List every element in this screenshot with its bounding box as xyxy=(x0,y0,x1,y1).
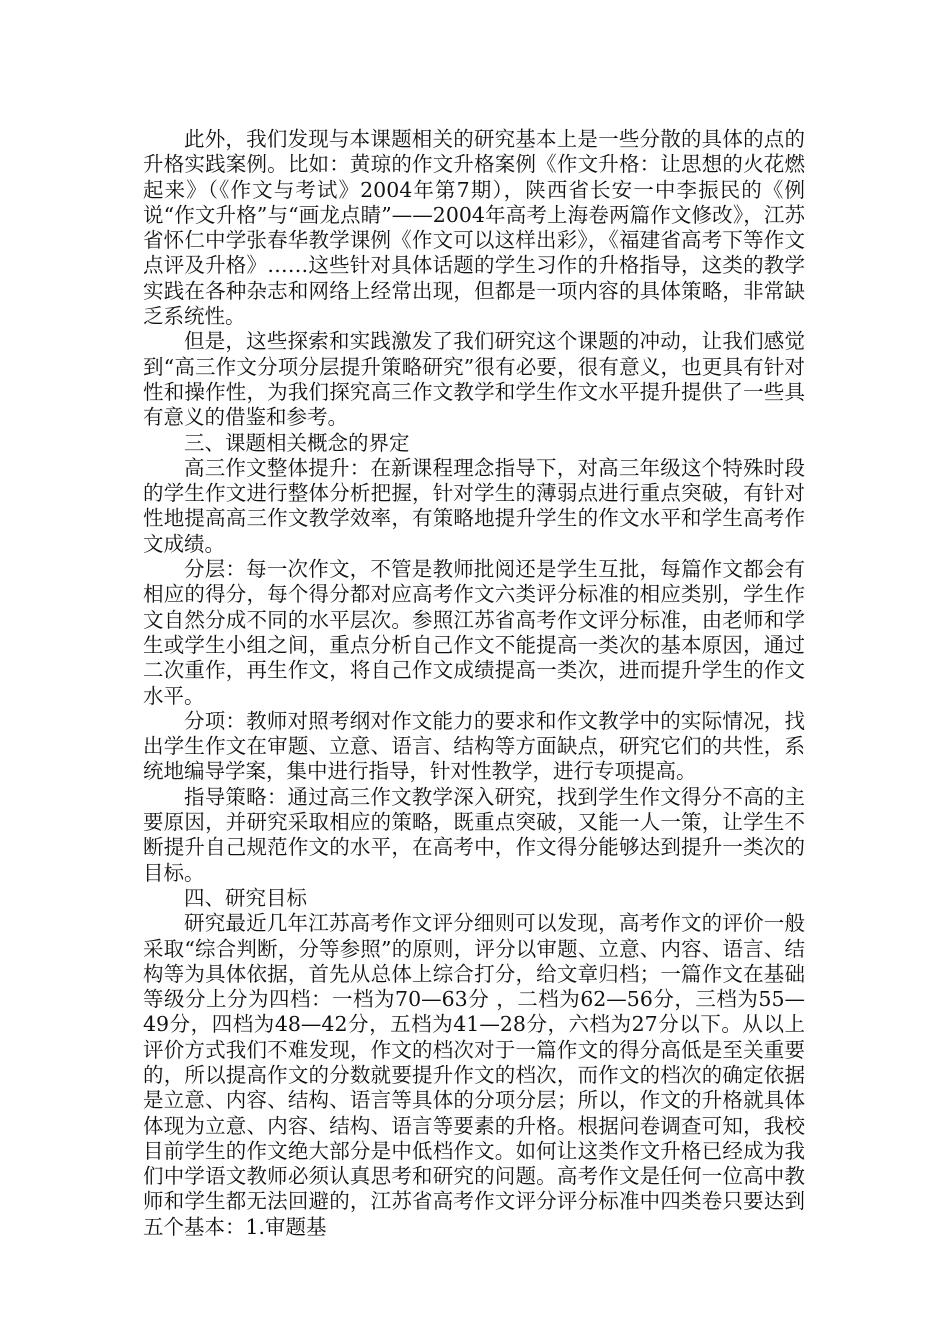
paragraph-itemization: 分项：教师对照考纲对作文能力的要求和作文教学中的实际情况，找出学生作文在审题、立意、语言、结构等方面缺点，研究它们的共性，系统地编导学案，集中进行指导，针对性教学，进行专项提高。 xyxy=(143,708,805,784)
paragraph-research-goals: 研究最近几年江苏高考作文评分细则可以发现，高考作文的评价一般采取“综合判断，分等参照”的原则，评分以审题、立意、内容、语言、结构等为具体依据，首先从总体上综合打分，给文章归档；一篇作文在基础等级分上分为四档：一档为70—63分 ，二档为62—56分，三档为55—49分，四档为48—42分，五档为41—28分，六档为27分以下。从以上评价方式我们不难发现，作文的档次对于一篇作文的得分高低是至关重要的，所以提高作文的分数就要提升作文的档次，而作文的档次的确定依据是立意、内容、结构、语言等具体的分项分层；所以，作文的升格就具体体现为立意、内容、结构、语言等要素的升格。根据问卷调查可知，我校目前学生的作文绝大部分是中低档作文。如何让这类作文升格已经成为我们中学语文教师必须认真思考和研究的问题。高考作文是任何一位高中教师和学生都无法回避的，江苏省高考作文评分评分标准中四类卷只要达到五个基本：1.审题基 xyxy=(143,911,805,1239)
paragraph-layering: 分层：每一次作文，不管是教师批阅还是学生互批，每篇作文都会有相应的得分，每个得分都对应高考作文六类评分标准的相应类别，学生作文自然分成不同的水平层次。参照江苏省高考作文评分标准，由老师和学生或学生小组之间，重点分析自己作文不能提高一类次的基本原因，通过二次重作，再生作文，将自己作文成绩提高一类次，进而提升学生的作文水平。 xyxy=(143,557,805,708)
section-heading-goals: 四、研究目标 xyxy=(184,885,307,910)
section-heading-concepts: 三、课题相关概念的界定 xyxy=(184,430,410,455)
paragraph-research-motivation: 但是，这些探索和实践激发了我们研究这个课题的冲动，让我们感觉到“高三作文分项分层提升策略研究”很有必要，很有意义，也更具有针对性和操作性，为我们探究高三作文教学和学生作文水平提升提供了一些具有意义的借鉴和参考。 xyxy=(143,329,805,430)
paragraph-prior-research: 此外，我们发现与本课题相关的研究基本上是一些分散的具体的点的升格实践案例。比如：黄琼的作文升格案例《作文升格：让思想的火花燃起来》（《作文与考试》2004年第7期），陕西省长安一中李振民的《例说“作文升格”与“画龙点睛”——2004年高考上海卷两篇作文修改》，江苏省怀仁中学张春华教学课例《作文可以这样出彩》，《福建省高考下等作文点评及升格》……这些针对具体话题的学生习作的升格指导，这类的教学实践在各种杂志和网络上经常出现，但都是一项内容的具体策略，非常缺乏系统性。 xyxy=(143,127,805,329)
paragraph-overall-improvement: 高三作文整体提升：在新课程理念指导下，对高三年级这个特殊时段的学生作文进行整体分析把握，针对学生的薄弱点进行重点突破，有针对性地提高高三作文教学效率，有策略地提升学生的作文水平和学生高考作文成绩。 xyxy=(143,455,805,556)
paragraph-guidance-strategy: 指导策略：通过高三作文教学深入研究，找到学生作文得分不高的主要原因，并研究采取相应的策略，既重点突破，又能一人一策，让学生不断提升自己规范作文的水平，在高考中，作文得分能够达到提升一类次的目标。 xyxy=(143,784,805,885)
document-page xyxy=(143,127,805,1240)
